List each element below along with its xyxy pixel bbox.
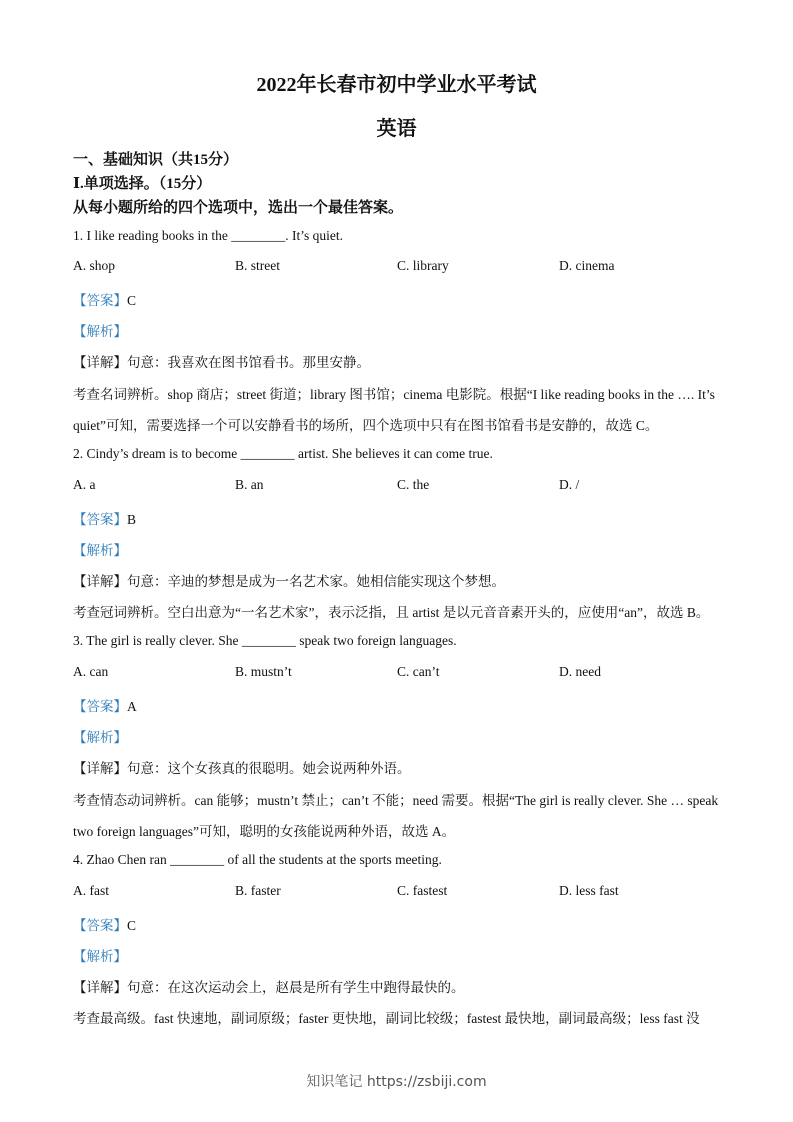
option-d: D. less fast <box>559 883 619 898</box>
option-d: D. / <box>559 477 580 492</box>
explanation-line: 考查最高级。fast 快速地，副词原级；faster 更快地，副词比较级；fastest 最快地，副词最高级；less fast 没 <box>73 1011 700 1026</box>
detail-text: 句意：在这次运动会上，赵晨是所有学生中跑得最快的。 <box>127 980 465 995</box>
question-stem: 3. The girl is really clever. She ________ speak two foreign languages. <box>73 633 457 648</box>
detail-text: 句意：这个女孩真的很聪明。她会说两种外语。 <box>127 761 411 776</box>
subsection-heading: Ⅰ.单项选择。（15分） <box>73 176 212 192</box>
analysis-tag: 【解析】 <box>73 730 127 745</box>
page-title: 2022年长春市初中学业水平考试 <box>256 74 537 96</box>
explanation-line: quiet”可知，需要选择一个可以安静看书的场所，四个选项中只有在图书馆看书是安静的，故选 C。 <box>73 418 659 433</box>
detail-text: 句意：我喜欢在图书馆看书。那里安静。 <box>127 355 370 370</box>
section-heading: 一、基础知识（共15分） <box>73 152 239 168</box>
explanation-line: two foreign languages”可知，聪明的女孩能说两种外语，故选 A。 <box>73 824 456 839</box>
answer-line <box>73 508 723 528</box>
detail-tag: 【详解】 <box>73 980 127 995</box>
analysis-line <box>73 945 723 965</box>
answer-value: C <box>127 293 137 308</box>
answer-tag: 【答案】 <box>73 918 127 933</box>
options-row <box>73 883 723 901</box>
question-stem: 4. Zhao Chen ran ________ of all the students at the sports meeting. <box>73 852 442 867</box>
answer-value: C <box>127 918 137 933</box>
options-row <box>73 664 723 682</box>
explanation-line: 考查情态动词辨析。can 能够；mustn’t 禁止；can’t 不能；need 需要。根据“The girl is really clever. She … speak <box>73 793 719 808</box>
detail-line <box>73 351 723 371</box>
detail-line <box>73 757 723 777</box>
answer-tag: 【答案】 <box>73 293 127 308</box>
option-a: A. shop <box>73 258 116 273</box>
option-b: B. an <box>235 477 264 492</box>
option-b: B. mustn’t <box>235 664 292 679</box>
subject-title: 英语 <box>376 118 417 140</box>
option-a: A. a <box>73 477 96 492</box>
analysis-line <box>73 320 723 340</box>
option-c: C. can’t <box>397 664 440 679</box>
option-d: D. cinema <box>559 258 615 273</box>
analysis-tag: 【解析】 <box>73 949 127 964</box>
answer-tag: 【答案】 <box>73 699 127 714</box>
detail-tag: 【详解】 <box>73 355 127 370</box>
options-row <box>73 477 723 495</box>
detail-tag: 【详解】 <box>73 574 127 589</box>
option-b: B. faster <box>235 883 281 898</box>
detail-text: 句意：辛迪的梦想是成为一名艺术家。她相信能实现这个梦想。 <box>127 574 505 589</box>
option-c: C. library <box>397 258 449 273</box>
answer-value: B <box>127 512 137 527</box>
option-d: D. need <box>559 664 601 679</box>
question-stem: 1. I like reading books in the ________. It’s quiet. <box>73 228 343 243</box>
answer-line <box>73 695 723 715</box>
answer-line <box>73 914 723 934</box>
option-a: A. can <box>73 664 109 679</box>
detail-line <box>73 976 723 996</box>
explanation-line: 考查名词辨析。shop 商店；street 街道；library 图书馆；cinema 电影院。根据“I like reading books in the …. It’s <box>73 387 715 402</box>
answer-tag: 【答案】 <box>73 512 127 527</box>
analysis-tag: 【解析】 <box>73 543 127 558</box>
option-a: A. fast <box>73 883 109 898</box>
answer-line <box>73 289 723 309</box>
detail-tag: 【详解】 <box>73 761 127 776</box>
analysis-tag: 【解析】 <box>73 324 127 339</box>
detail-line <box>73 570 723 590</box>
answer-value: A <box>127 699 137 714</box>
explanation-line: 考查冠词辨析。空白出意为“一名艺术家”，表示泛指，且 artist 是以元音音素开头的，应使用“an”，故选 B。 <box>73 605 710 620</box>
options-row <box>73 258 723 276</box>
instruction-text: 从每小题所给的四个选项中，选出一个最佳答案。 <box>73 200 404 216</box>
option-c: C. the <box>397 477 430 492</box>
analysis-line <box>73 539 723 559</box>
analysis-line <box>73 726 723 746</box>
footer-watermark: 知识笔记 https://zsbiji.com <box>306 1074 487 1090</box>
question-stem: 2. Cindy’s dream is to become ________ artist. She believes it can come true. <box>73 446 493 461</box>
option-c: C. fastest <box>397 883 448 898</box>
option-b: B. street <box>235 258 280 273</box>
